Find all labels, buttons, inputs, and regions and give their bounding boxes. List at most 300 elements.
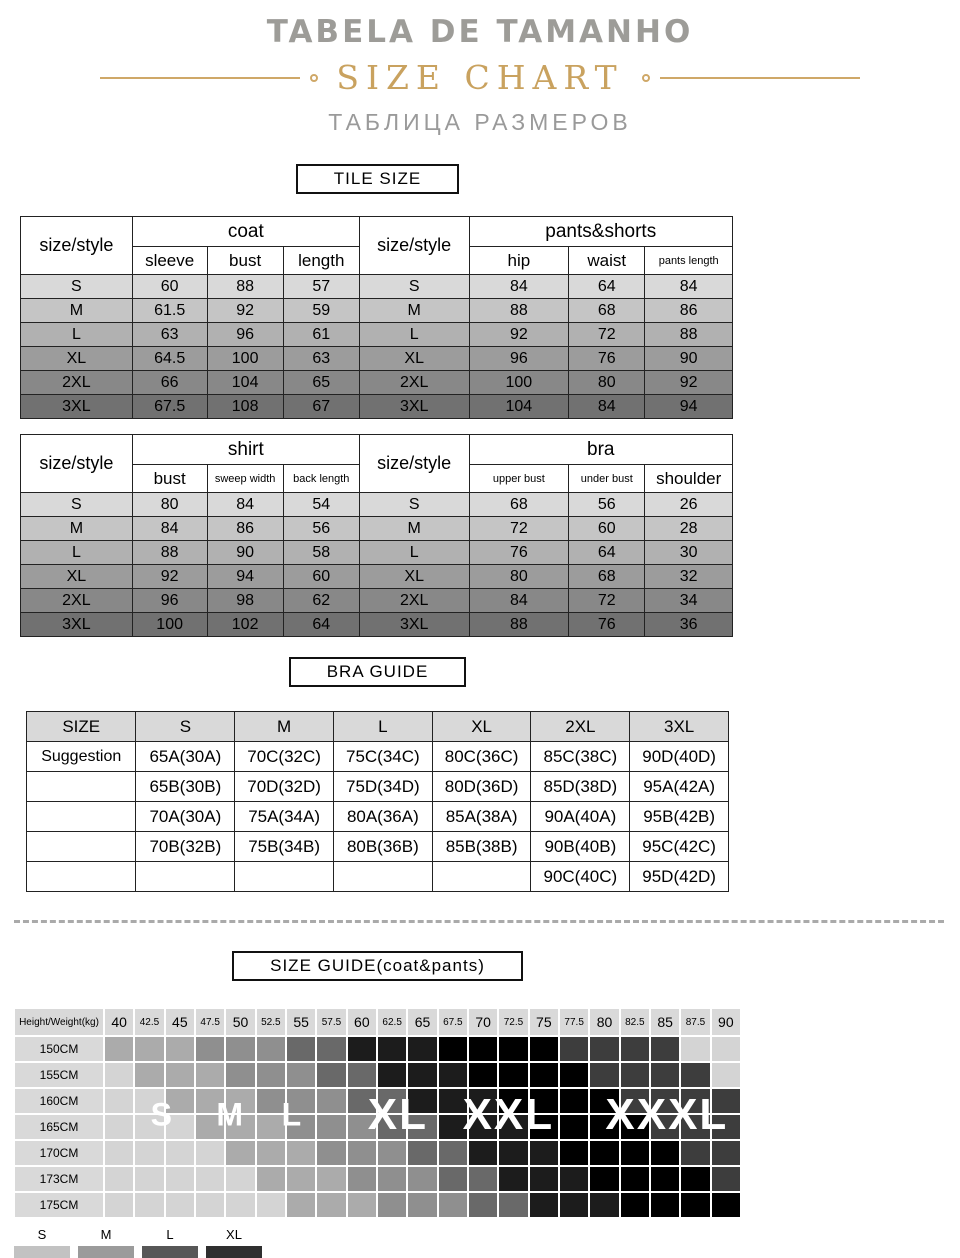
- size-grid-cell: [134, 1166, 164, 1192]
- size-grid-cell: [650, 1062, 680, 1088]
- size-chart-title: SIZE CHART: [336, 58, 624, 97]
- weight-header: 40: [104, 1008, 134, 1036]
- value-cell: 86: [207, 517, 283, 541]
- size-label-cell: XL: [21, 565, 133, 589]
- size-label-cell: XL: [359, 565, 469, 589]
- size-grid-cell: [620, 1140, 650, 1166]
- bra-size-cell: [136, 862, 235, 892]
- value-cell: 30: [645, 541, 733, 565]
- weight-header: 52.5: [256, 1008, 286, 1036]
- value-cell: 67.5: [132, 395, 207, 419]
- size-grid-cell: [650, 1114, 680, 1140]
- size-grid-cell: [316, 1192, 346, 1218]
- size-label-cell: S: [359, 275, 469, 299]
- size-grid-cell: [468, 1140, 498, 1166]
- size-grid-cell: [529, 1140, 559, 1166]
- overlay-size-label: L: [281, 1096, 304, 1133]
- size-grid-cell: [195, 1192, 225, 1218]
- size-grid-cell: [134, 1140, 164, 1166]
- value-cell: 104: [207, 371, 283, 395]
- weight-header: 60: [347, 1008, 377, 1036]
- legend-label: M: [100, 1227, 112, 1242]
- column-header: 3XL: [630, 712, 729, 742]
- height-label: 173CM: [14, 1166, 104, 1192]
- legend-item: [142, 1227, 198, 1258]
- size-grid-cell: [620, 1166, 650, 1192]
- size-grid-cell: [407, 1166, 437, 1192]
- size-grid-cell: [104, 1062, 134, 1088]
- size-grid-cell: [347, 1088, 377, 1114]
- value-cell: 63: [132, 323, 207, 347]
- column-header: pants length: [645, 247, 733, 275]
- size-grid-cell: [498, 1114, 528, 1140]
- size-grid-cell: [711, 1166, 741, 1192]
- size-grid-cell: [559, 1192, 589, 1218]
- bra-size-cell: [432, 862, 531, 892]
- legend-item: [78, 1227, 134, 1258]
- tile-size-table: [20, 434, 733, 637]
- bra-size-cell: 80A(36A): [333, 802, 432, 832]
- size-grid-cell: [498, 1088, 528, 1114]
- size-grid-cell: [225, 1036, 255, 1062]
- value-cell: 90: [207, 541, 283, 565]
- value-cell: 64: [569, 541, 645, 565]
- weight-header: 90: [711, 1008, 741, 1036]
- dashed-divider: [14, 920, 944, 923]
- size-grid-cell: [195, 1140, 225, 1166]
- value-cell: 72: [569, 323, 645, 347]
- bra-size-cell: [235, 862, 334, 892]
- weight-header: 75: [529, 1008, 559, 1036]
- bra-size-cell: 70C(32C): [235, 742, 334, 772]
- value-cell: 60: [132, 275, 207, 299]
- value-cell: 86: [645, 299, 733, 323]
- size-grid-cell: [438, 1088, 468, 1114]
- size-grid-cell: [680, 1140, 710, 1166]
- size-label-cell: M: [359, 299, 469, 323]
- size-grid-cell: [498, 1192, 528, 1218]
- size-grid-cell: [559, 1140, 589, 1166]
- size-grid-cell: [104, 1088, 134, 1114]
- size-grid-cell: [650, 1192, 680, 1218]
- column-header: hip: [469, 247, 569, 275]
- weight-header: 72.5: [498, 1008, 528, 1036]
- value-cell: 66: [132, 371, 207, 395]
- bra-size-cell: 70D(32D): [235, 772, 334, 802]
- size-label-cell: S: [359, 493, 469, 517]
- tile-size-heading: TILE SIZE: [296, 164, 459, 194]
- group-header: coat: [132, 217, 359, 247]
- column-header: 2XL: [531, 712, 630, 742]
- height-weight-corner: Height/Weight(kg): [14, 1008, 104, 1036]
- value-cell: 100: [132, 613, 207, 637]
- value-cell: 76: [569, 347, 645, 371]
- table-row: [21, 347, 733, 371]
- size-grid-cell: [195, 1114, 225, 1140]
- size-guide-section: [0, 951, 960, 1258]
- value-cell: 60: [569, 517, 645, 541]
- value-cell: 72: [469, 517, 569, 541]
- size-label-cell: 2XL: [21, 589, 133, 613]
- size-grid-cell: [195, 1166, 225, 1192]
- weight-header: 65: [407, 1008, 437, 1036]
- corner-header: size/style: [21, 435, 133, 493]
- size-grid-cell: [347, 1192, 377, 1218]
- value-cell: 102: [207, 613, 283, 637]
- overlay-size-label: S: [150, 1096, 174, 1133]
- size-grid-cell: [347, 1062, 377, 1088]
- value-cell: 94: [645, 395, 733, 419]
- size-grid-cell: [104, 1192, 134, 1218]
- size-grid-cell: [225, 1140, 255, 1166]
- bra-size-cell: 95B(42B): [630, 802, 729, 832]
- table-row: [21, 589, 733, 613]
- size-grid-cell: [589, 1114, 619, 1140]
- size-grid-cell: [134, 1062, 164, 1088]
- value-cell: 68: [569, 565, 645, 589]
- size-grid-cell: [286, 1140, 316, 1166]
- size-grid-cell: [680, 1114, 710, 1140]
- page-title: TABELA DE TAMANHO: [266, 14, 694, 50]
- legend-swatch: [142, 1246, 198, 1258]
- coat-pants-table-container: [14, 216, 741, 419]
- size-grid-cell: [347, 1140, 377, 1166]
- table-row: [21, 613, 733, 637]
- size-label-cell: M: [21, 299, 133, 323]
- size-grid-cell: [316, 1036, 346, 1062]
- size-grid-cell: [680, 1036, 710, 1062]
- size-grid-cell: [165, 1036, 195, 1062]
- size-grid-cell: [650, 1088, 680, 1114]
- size-label-cell: 3XL: [21, 613, 133, 637]
- bra-size-cell: 70A(30A): [136, 802, 235, 832]
- size-grid-cell: [165, 1114, 195, 1140]
- table-row: [27, 742, 729, 772]
- table-row: [27, 832, 729, 862]
- column-header: sweep width: [207, 465, 283, 493]
- group-header: pants&shorts: [469, 217, 732, 247]
- size-grid-cell: [286, 1088, 316, 1114]
- table-row: [21, 275, 733, 299]
- legend-label: XL: [226, 1227, 242, 1242]
- size-grid-cell: [559, 1114, 589, 1140]
- value-cell: 60: [283, 565, 359, 589]
- size-grid-cell: [620, 1192, 650, 1218]
- value-cell: 72: [569, 589, 645, 613]
- decorative-line-left: [100, 77, 300, 79]
- size-grid-cell: [134, 1192, 164, 1218]
- bra-size-cell: 70B(32B): [136, 832, 235, 862]
- value-cell: 94: [207, 565, 283, 589]
- size-grid-cell: [316, 1088, 346, 1114]
- size-grid-cell: [104, 1140, 134, 1166]
- column-header: bust: [132, 465, 207, 493]
- weight-header: 62.5: [377, 1008, 407, 1036]
- size-grid-cell: [498, 1036, 528, 1062]
- table-header-row: [21, 435, 733, 465]
- size-grid-cell: [650, 1166, 680, 1192]
- value-cell: 65: [283, 371, 359, 395]
- size-grid-cell: [377, 1062, 407, 1088]
- height-label: 170CM: [14, 1140, 104, 1166]
- bra-size-cell: 90B(40B): [531, 832, 630, 862]
- table-row: [21, 371, 733, 395]
- size-grid-cell: [711, 1062, 741, 1088]
- weight-header: 85: [650, 1008, 680, 1036]
- size-grid-cell: [468, 1114, 498, 1140]
- size-grid-cell: [589, 1192, 619, 1218]
- shirt-bra-table-container: [14, 434, 741, 637]
- column-header: back length: [283, 465, 359, 493]
- size-grid-cell: [225, 1088, 255, 1114]
- value-cell: 96: [132, 589, 207, 613]
- size-grid-cell: [377, 1114, 407, 1140]
- size-grid-cell: [407, 1088, 437, 1114]
- size-grid-cell: [680, 1062, 710, 1088]
- bra-size-cell: 75B(34B): [235, 832, 334, 862]
- row-label-cell: Suggestion: [27, 742, 136, 772]
- circle-ornament-left: [310, 74, 318, 82]
- decorative-line-right: [660, 77, 860, 79]
- heatmap-grid: [14, 1008, 741, 1218]
- table-row: [21, 323, 733, 347]
- bra-size-cell: 90D(40D): [630, 742, 729, 772]
- size-grid-cell: [711, 1192, 741, 1218]
- size-label-cell: 2XL: [359, 371, 469, 395]
- bra-size-cell: 85B(38B): [432, 832, 531, 862]
- size-grid-cell: [498, 1166, 528, 1192]
- size-grid-cell: [225, 1062, 255, 1088]
- size-grid-cell: [468, 1088, 498, 1114]
- value-cell: 76: [569, 613, 645, 637]
- column-header: S: [136, 712, 235, 742]
- size-grid-cell: [438, 1036, 468, 1062]
- corner-header: size/style: [21, 217, 133, 275]
- height-label: 150CM: [14, 1036, 104, 1062]
- size-grid-cell: [256, 1088, 286, 1114]
- size-grid-cell: [316, 1062, 346, 1088]
- bra-size-cell: 90A(40A): [531, 802, 630, 832]
- size-label-cell: 2XL: [21, 371, 133, 395]
- size-grid-cell: [316, 1166, 346, 1192]
- value-cell: 88: [207, 275, 283, 299]
- value-cell: 92: [645, 371, 733, 395]
- column-header: M: [235, 712, 334, 742]
- column-header: bust: [207, 247, 283, 275]
- value-cell: 80: [569, 371, 645, 395]
- column-header: under bust: [569, 465, 645, 493]
- value-cell: 28: [645, 517, 733, 541]
- size-chart-banner: [0, 58, 960, 97]
- size-guide-heading-wrap: [14, 951, 741, 981]
- size-grid-cell: [256, 1192, 286, 1218]
- value-cell: 32: [645, 565, 733, 589]
- russian-title: ТАБЛИЦА РАЗМЕРОВ: [328, 109, 632, 135]
- size-grid-cell: [680, 1166, 710, 1192]
- value-cell: 88: [469, 299, 569, 323]
- value-cell: 100: [469, 371, 569, 395]
- value-cell: 92: [469, 323, 569, 347]
- bra-size-cell: 85C(38C): [531, 742, 630, 772]
- height-label: 155CM: [14, 1062, 104, 1088]
- circle-ornament-right: [642, 74, 650, 82]
- bra-size-cell: 75A(34A): [235, 802, 334, 832]
- size-grid-cell: [165, 1166, 195, 1192]
- size-grid-cell: [620, 1114, 650, 1140]
- size-label-cell: L: [359, 541, 469, 565]
- legend-item: [206, 1227, 262, 1258]
- size-grid-cell: [316, 1114, 346, 1140]
- weight-header: 77.5: [559, 1008, 589, 1036]
- bra-size-cell: 85A(38A): [432, 802, 531, 832]
- overlay-size-label: XXL: [462, 1090, 555, 1140]
- size-grid-cell: [104, 1114, 134, 1140]
- value-cell: 92: [207, 299, 283, 323]
- value-cell: 26: [645, 493, 733, 517]
- weight-header: 70: [468, 1008, 498, 1036]
- size-grid-cell: [195, 1062, 225, 1088]
- column-header: upper bust: [469, 465, 569, 493]
- size-grid-cell: [286, 1114, 316, 1140]
- value-cell: 61: [283, 323, 359, 347]
- value-cell: 56: [569, 493, 645, 517]
- size-grid-cell: [377, 1088, 407, 1114]
- bra-size-cell: 65B(30B): [136, 772, 235, 802]
- size-label-cell: 3XL: [359, 613, 469, 637]
- size-grid-cell: [134, 1114, 164, 1140]
- bra-size-cell: 65A(30A): [136, 742, 235, 772]
- table-header-row: [27, 712, 729, 742]
- value-cell: 84: [645, 275, 733, 299]
- size-grid-cell: [438, 1062, 468, 1088]
- bra-guide-table-container: [14, 711, 741, 892]
- weight-header: 55: [286, 1008, 316, 1036]
- size-grid-cell: [559, 1062, 589, 1088]
- size-grid-cell: [559, 1036, 589, 1062]
- value-cell: 88: [469, 613, 569, 637]
- column-header: L: [333, 712, 432, 742]
- size-label-cell: S: [21, 493, 133, 517]
- legend-swatch: [206, 1246, 262, 1258]
- row-label-cell: [27, 862, 136, 892]
- value-cell: 108: [207, 395, 283, 419]
- weight-header: 45: [165, 1008, 195, 1036]
- size-grid-cell: [468, 1036, 498, 1062]
- size-grid-cell: [468, 1192, 498, 1218]
- legend-item: [14, 1227, 70, 1258]
- value-cell: 64: [283, 613, 359, 637]
- size-grid-cell: [256, 1166, 286, 1192]
- size-label-cell: M: [359, 517, 469, 541]
- bra-guide-table: [26, 711, 729, 892]
- size-label-cell: M: [21, 517, 133, 541]
- value-cell: 56: [283, 517, 359, 541]
- size-grid-cell: [134, 1036, 164, 1062]
- size-label-cell: XL: [21, 347, 133, 371]
- table-row: [27, 862, 729, 892]
- corner-header: size/style: [359, 217, 469, 275]
- size-grid-cell: [559, 1088, 589, 1114]
- column-header: SIZE: [27, 712, 136, 742]
- table-row: [21, 517, 733, 541]
- column-header: XL: [432, 712, 531, 742]
- size-guide-heading: SIZE GUIDE(coat&pants): [232, 951, 523, 981]
- bra-size-cell: 90C(40C): [531, 862, 630, 892]
- tile-size-table: [20, 216, 733, 419]
- size-grid-cell: [165, 1062, 195, 1088]
- size-grid-cell: [589, 1036, 619, 1062]
- value-cell: 63: [283, 347, 359, 371]
- size-grid-cell: [498, 1062, 528, 1088]
- size-grid-cell: [407, 1062, 437, 1088]
- size-grid-cell: [680, 1192, 710, 1218]
- size-grid-cell: [529, 1088, 559, 1114]
- size-grid-cell: [134, 1088, 164, 1114]
- size-grid-cell: [347, 1036, 377, 1062]
- value-cell: 96: [207, 323, 283, 347]
- size-grid-cell: [650, 1140, 680, 1166]
- content-column: [14, 164, 741, 892]
- size-grid-cell: [225, 1192, 255, 1218]
- weight-header: 47.5: [195, 1008, 225, 1036]
- column-header: sleeve: [132, 247, 207, 275]
- value-cell: 100: [207, 347, 283, 371]
- value-cell: 84: [469, 275, 569, 299]
- value-cell: 80: [469, 565, 569, 589]
- legend-swatch: [78, 1246, 134, 1258]
- size-grid-cell: [620, 1036, 650, 1062]
- bra-size-cell: 85D(38D): [531, 772, 630, 802]
- bra-size-cell: 95C(42C): [630, 832, 729, 862]
- weight-header: 82.5: [620, 1008, 650, 1036]
- overlay-size-label: XXXL: [605, 1090, 729, 1140]
- weight-header: 50: [225, 1008, 255, 1036]
- size-grid-cell: [195, 1036, 225, 1062]
- row-label-cell: [27, 772, 136, 802]
- row-label-cell: [27, 802, 136, 832]
- bra-size-cell: 95A(42A): [630, 772, 729, 802]
- height-label: 160CM: [14, 1088, 104, 1114]
- group-header: shirt: [132, 435, 359, 465]
- value-cell: 84: [569, 395, 645, 419]
- size-grid-cell: [286, 1062, 316, 1088]
- value-cell: 61.5: [132, 299, 207, 323]
- size-grid-cell: [407, 1140, 437, 1166]
- size-grid-cell: [407, 1036, 437, 1062]
- value-cell: 54: [283, 493, 359, 517]
- value-cell: 58: [283, 541, 359, 565]
- size-grid-cell: [165, 1088, 195, 1114]
- value-cell: 92: [132, 565, 207, 589]
- size-grid-cell: [529, 1166, 559, 1192]
- column-header: length: [283, 247, 359, 275]
- size-grid-cell: [711, 1036, 741, 1062]
- size-grid-cell: [256, 1062, 286, 1088]
- size-grid-cell: [529, 1062, 559, 1088]
- value-cell: 88: [132, 541, 207, 565]
- legend-label: S: [37, 1227, 47, 1242]
- size-grid-cell: [620, 1088, 650, 1114]
- bra-size-cell: 80C(36C): [432, 742, 531, 772]
- size-grid-cell: [559, 1166, 589, 1192]
- value-cell: 76: [469, 541, 569, 565]
- size-grid-cell: [650, 1036, 680, 1062]
- size-grid-cell: [286, 1166, 316, 1192]
- table-row: [21, 541, 733, 565]
- value-cell: 84: [469, 589, 569, 613]
- size-grid-cell: [316, 1140, 346, 1166]
- size-label-cell: L: [21, 541, 133, 565]
